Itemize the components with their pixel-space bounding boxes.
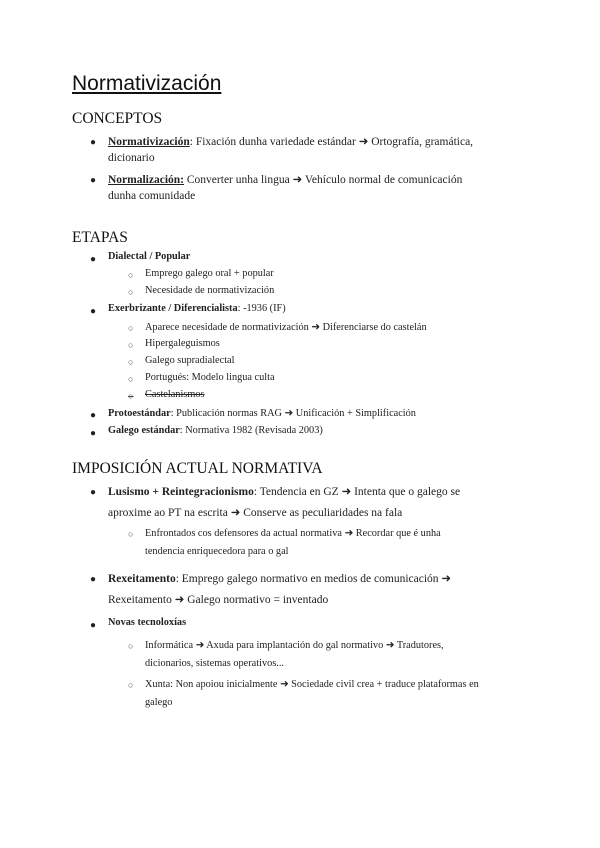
circle-bullet: ○ [128,529,134,539]
bullet: ● [90,410,97,421]
etapa-dialectal [108,251,190,262]
sub-item: Informática ➜ Axuda para implantación do gal normativo ➜ Tradutores, [145,640,444,651]
bullet: ● [90,428,97,439]
bullet: ● [90,254,97,265]
etapa-exerbrizante [108,303,286,314]
item-rexeitamento-cont: Rexeitamento ➜ Galego normativo = inventado [108,594,329,606]
circle-bullet: ○ [128,357,134,367]
term: Normativización [108,136,190,148]
term: Galego estándar [108,425,180,436]
definition: : Publicación normas RAG ➜ Unificación + Simplificación [170,408,416,419]
term: Lusismo + Reintegracionismo [108,486,254,498]
sub-item-cont: tendencia enriquecedora para o gal [145,546,289,557]
sub-item: Hipergaleguismos [145,338,220,349]
sub-item-cont: galego [145,697,173,708]
sub-item: Enfrontados cos defensores da actual normativa ➜ Recordar que é unha [145,528,441,539]
concept-normativizacion [108,134,473,148]
circle-bullet: ○ [128,323,134,333]
bullet: ● [90,574,97,585]
circle-bullet: ○ [128,391,134,401]
sub-item: Galego supradialectal [145,355,235,366]
definition: : Emprego galego normativo en medios de comunicación ➜ [175,573,452,585]
heading-imposicion: IMPOSICIÓN ACTUAL NORMATIVA [72,460,323,477]
definition: : Tendencia en GZ ➜ Intenta que o galego se [253,486,461,498]
bullet: ● [90,306,97,317]
etapa-protoestandar [108,407,416,419]
circle-bullet: ○ [128,680,134,690]
page-title: Normativización [72,72,222,95]
sub-item: Xunta: Non apoiou inicialmente ➜ Sociedade civil crea + traduce plataformas en [145,679,479,690]
term: Novas tecnoloxías [108,617,187,628]
sub-item-struck: Castelanismos [145,389,205,400]
definition: : -1936 (IF) [237,303,286,314]
circle-bullet: ○ [128,340,134,350]
term: Protoestándar [108,408,171,419]
heading-etapas: ETAPAS [72,229,128,246]
item-lusismo [108,484,460,498]
concept-normalizacion [108,172,462,186]
bullet: ● [90,137,97,148]
concept-normalizacion-cont: dunha comunidade [108,190,196,202]
sub-item: Portugués: Modelo lingua culta [145,372,275,383]
item-rexeitamento [108,571,451,585]
bullet: ● [90,620,97,631]
sub-item-cont: dicionarios, sistemas operativos... [145,658,284,669]
circle-bullet: ○ [128,270,134,280]
definition: Converter unha lingua ➜ Vehículo normal de comunicación [184,174,463,186]
definition: : Fixación dunha variedade estándar ➜ Ortografía, gramática, [189,136,474,148]
item-novas [108,617,186,628]
definition: : Normativa 1982 (Revisada 2003) [179,425,323,436]
sub-item: Necesidade de normativización [145,285,275,296]
term: Exerbrizante / Diferencialista [108,303,238,314]
etapa-estandar [108,425,323,436]
concept-normativizacion-cont: dicionario [108,152,155,164]
sub-item: Emprego galego oral + popular [145,268,274,279]
term: Rexeitamento [108,573,176,585]
heading-conceptos: CONCEPTOS [72,110,163,127]
term: Dialectal / Popular [108,251,191,262]
bullet: ● [90,175,97,186]
item-lusismo-cont: aproxime ao PT na escrita ➜ Conserve as peculiaridades na fala [108,507,403,519]
bullet: ● [90,487,97,498]
circle-bullet: ○ [128,287,134,297]
term: Normalización: [108,174,185,186]
sub-item: Aparece necesidade de normativización ➜ Diferenciarse do castelán [145,322,427,333]
circle-bullet: ○ [128,641,134,651]
circle-bullet: ○ [128,374,134,384]
